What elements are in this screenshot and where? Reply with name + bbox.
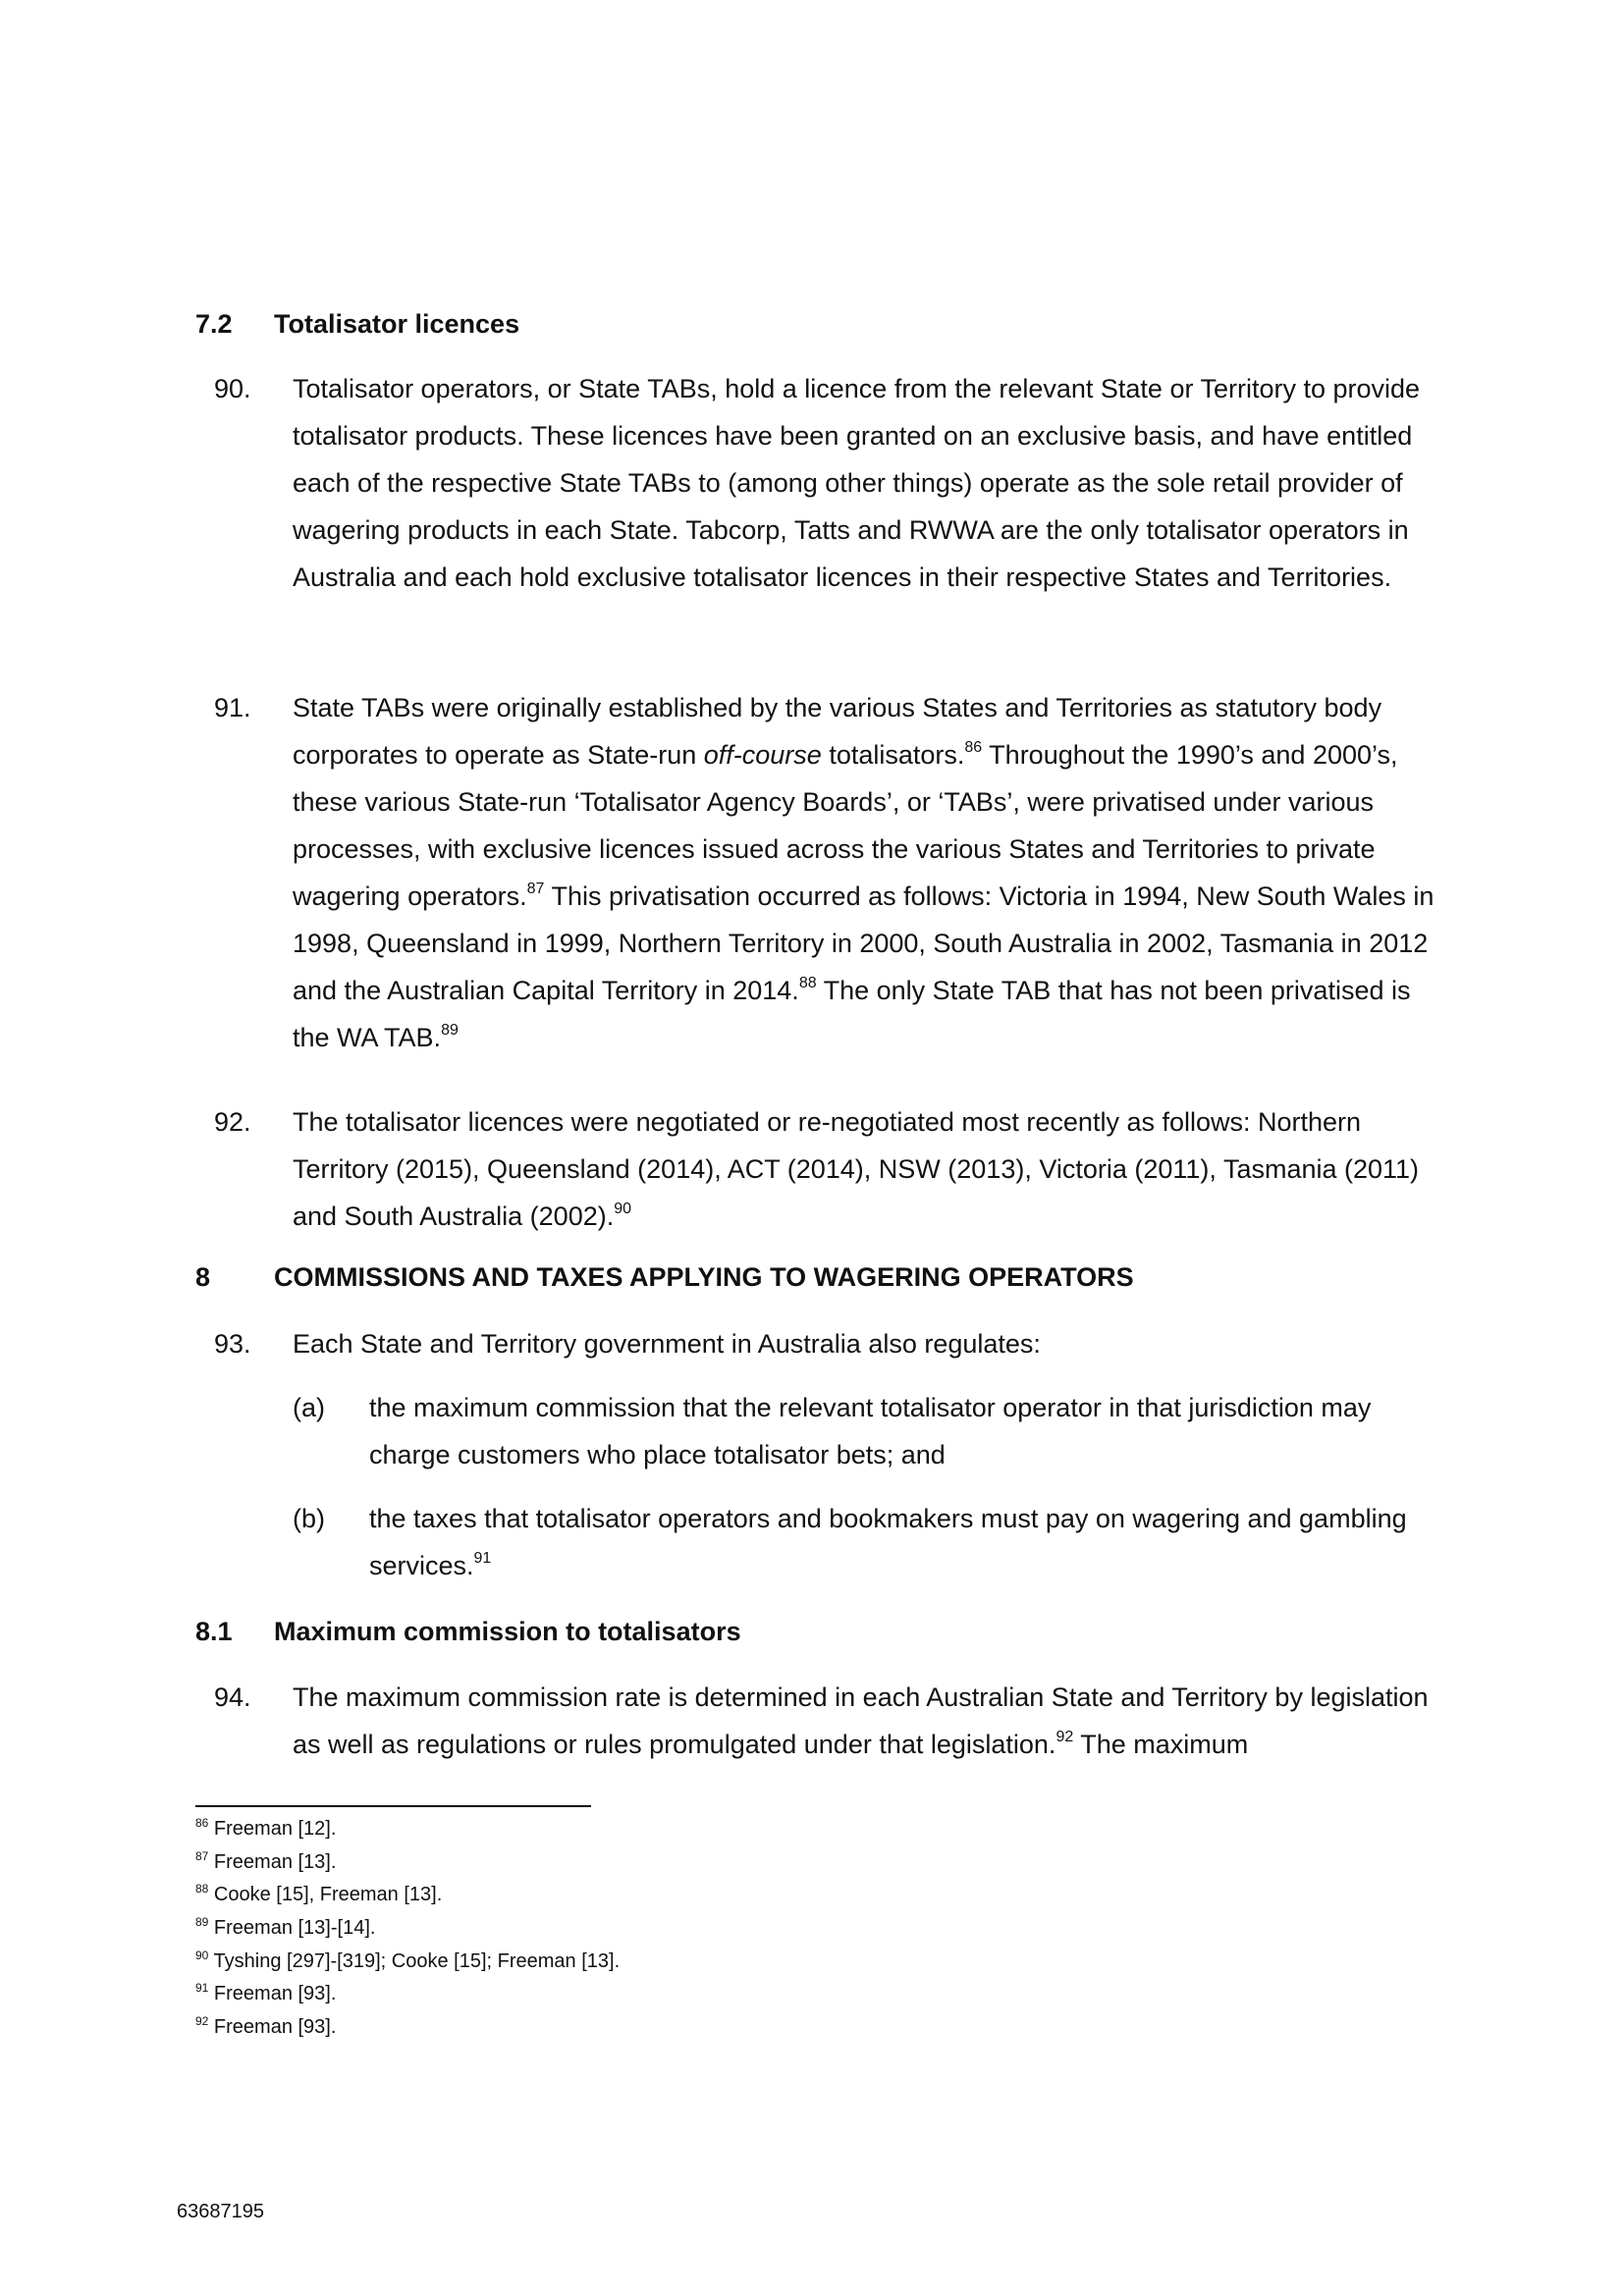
footnote bbox=[195, 1912, 375, 1945]
footnote bbox=[195, 1879, 442, 1911]
section-number: 8.1 bbox=[195, 1617, 233, 1646]
text-run: The only State TAB that has not been privatised is the WA TAB. bbox=[293, 976, 1411, 1052]
paragraph-text bbox=[293, 1098, 1447, 1240]
footnote bbox=[195, 1846, 336, 1879]
footnote bbox=[195, 1946, 620, 1978]
footnote-number: 88 bbox=[195, 1882, 209, 1896]
footnote-separator bbox=[195, 1805, 591, 1807]
document-id: 63687195 bbox=[177, 2201, 264, 2222]
footnote-text: Freeman [12]. bbox=[208, 1818, 337, 1840]
footnote-ref[interactable]: 89 bbox=[441, 1022, 459, 1039]
text-run: The maximum commission rate is determined in each Australian State and Territory by legislation as well as regulations or rules promulgated under that legislation. bbox=[293, 1682, 1429, 1759]
text-run: This privatisation occurred as follows: Victoria in 1994, New South Wales in 1998, Queensland in 1999, Northern Territory in 2000, South Australia in 2002, Tasmania in 2012 and the Australian Capital Territory in 2014. bbox=[293, 881, 1435, 1005]
paragraph-number: 91. bbox=[214, 693, 251, 722]
footnote-number: 91 bbox=[195, 1981, 209, 1995]
footnote-number: 89 bbox=[195, 1915, 209, 1929]
footnote bbox=[195, 1978, 336, 2010]
footnote-number: 92 bbox=[195, 2014, 209, 2028]
footnote bbox=[195, 2011, 336, 2044]
text-run: The maximum bbox=[1073, 1730, 1249, 1759]
section-title: Maximum commission to totalisators bbox=[274, 1617, 741, 1646]
footnote-ref[interactable]: 90 bbox=[614, 1201, 632, 1217]
subparagraph-text: the maximum commission that the relevant totalisator operator in that jurisdiction may charge customers who place totalisator bets; and bbox=[369, 1393, 1372, 1469]
paragraph-number: 93. bbox=[214, 1329, 251, 1359]
paragraph-text bbox=[293, 1674, 1447, 1768]
footnote-ref[interactable]: 92 bbox=[1056, 1729, 1074, 1745]
footnote-number: 86 bbox=[195, 1816, 209, 1830]
section-title: COMMISSIONS AND TAXES APPLYING TO WAGERING OPERATORS bbox=[274, 1262, 1134, 1292]
footnote-number: 87 bbox=[195, 1849, 209, 1863]
subparagraph-text bbox=[369, 1495, 1447, 1589]
paragraph-text: Totalisator operators, or State TABs, hold a licence from the relevant State or Territory to provide totalisator products. These licences have been granted on an exclusive basis, and have entitled each of the respective State TABs to (among other things) operate as the sole retail provider of wagering products in each State. Tabcorp, Tatts and RWWA are the only totalisator operators in Australia and each hold exclusive totalisator licences in their respective States and Territories. bbox=[293, 374, 1421, 592]
section-title: Totalisator licences bbox=[274, 309, 520, 339]
section-number: 7.2 bbox=[195, 309, 233, 339]
paragraph-text: Each State and Territory government in Australia also regulates: bbox=[293, 1329, 1041, 1359]
footnote-text: Freeman [93]. bbox=[208, 1983, 337, 2004]
footnote-ref[interactable]: 87 bbox=[526, 881, 545, 897]
section-number: 8 bbox=[195, 1262, 211, 1292]
text-run: State TABs were originally established by the various States and Territories as statutory body corporates to operate as State-run bbox=[293, 693, 1382, 770]
footnote-ref[interactable]: 91 bbox=[473, 1550, 492, 1567]
footnote-text: Tyshing [297]-[319]; Cooke [15]; Freeman [13]. bbox=[208, 1950, 621, 1972]
footnote-ref[interactable]: 88 bbox=[798, 975, 817, 991]
paragraph-number: 90. bbox=[214, 374, 251, 403]
subparagraph-label: (a) bbox=[293, 1393, 325, 1422]
footnote-number: 90 bbox=[195, 1949, 209, 1962]
footnote-text: Freeman [93]. bbox=[208, 2016, 337, 2038]
paragraph-number: 94. bbox=[214, 1682, 251, 1712]
text-run: Throughout the 1990’s and 2000’s, these various State-run ‘Totalisator Agency Boards’, or ‘TABs’, were privatised under various processes, with exclusive licences issued across the various States and Territories to private wagering operators. bbox=[293, 740, 1398, 911]
footnote-text: Cooke [15], Freeman [13]. bbox=[208, 1884, 443, 1905]
text-run: the taxes that totalisator operators and bookmakers must pay on wagering and gambling services. bbox=[369, 1504, 1407, 1580]
text-run: The totalisator licences were negotiated or re-negotiated most recently as follows: Northern Territory (2015), Queensland (2014), ACT (2014), NSW (2013), Victoria (2011), Tasmania (2011) and South Australia (2002). bbox=[293, 1107, 1420, 1231]
footnote-ref[interactable]: 86 bbox=[964, 739, 983, 756]
footnote-text: Freeman [13]. bbox=[208, 1851, 337, 1873]
footnote-text: Freeman [13]-[14]. bbox=[208, 1917, 376, 1939]
text-run: totalisators. bbox=[821, 740, 965, 770]
paragraph-text bbox=[293, 684, 1447, 1061]
subparagraph-label: (b) bbox=[293, 1504, 325, 1533]
paragraph-number: 92. bbox=[214, 1107, 251, 1137]
emphasis-text: off-course bbox=[703, 740, 822, 770]
footnote bbox=[195, 1813, 336, 1845]
